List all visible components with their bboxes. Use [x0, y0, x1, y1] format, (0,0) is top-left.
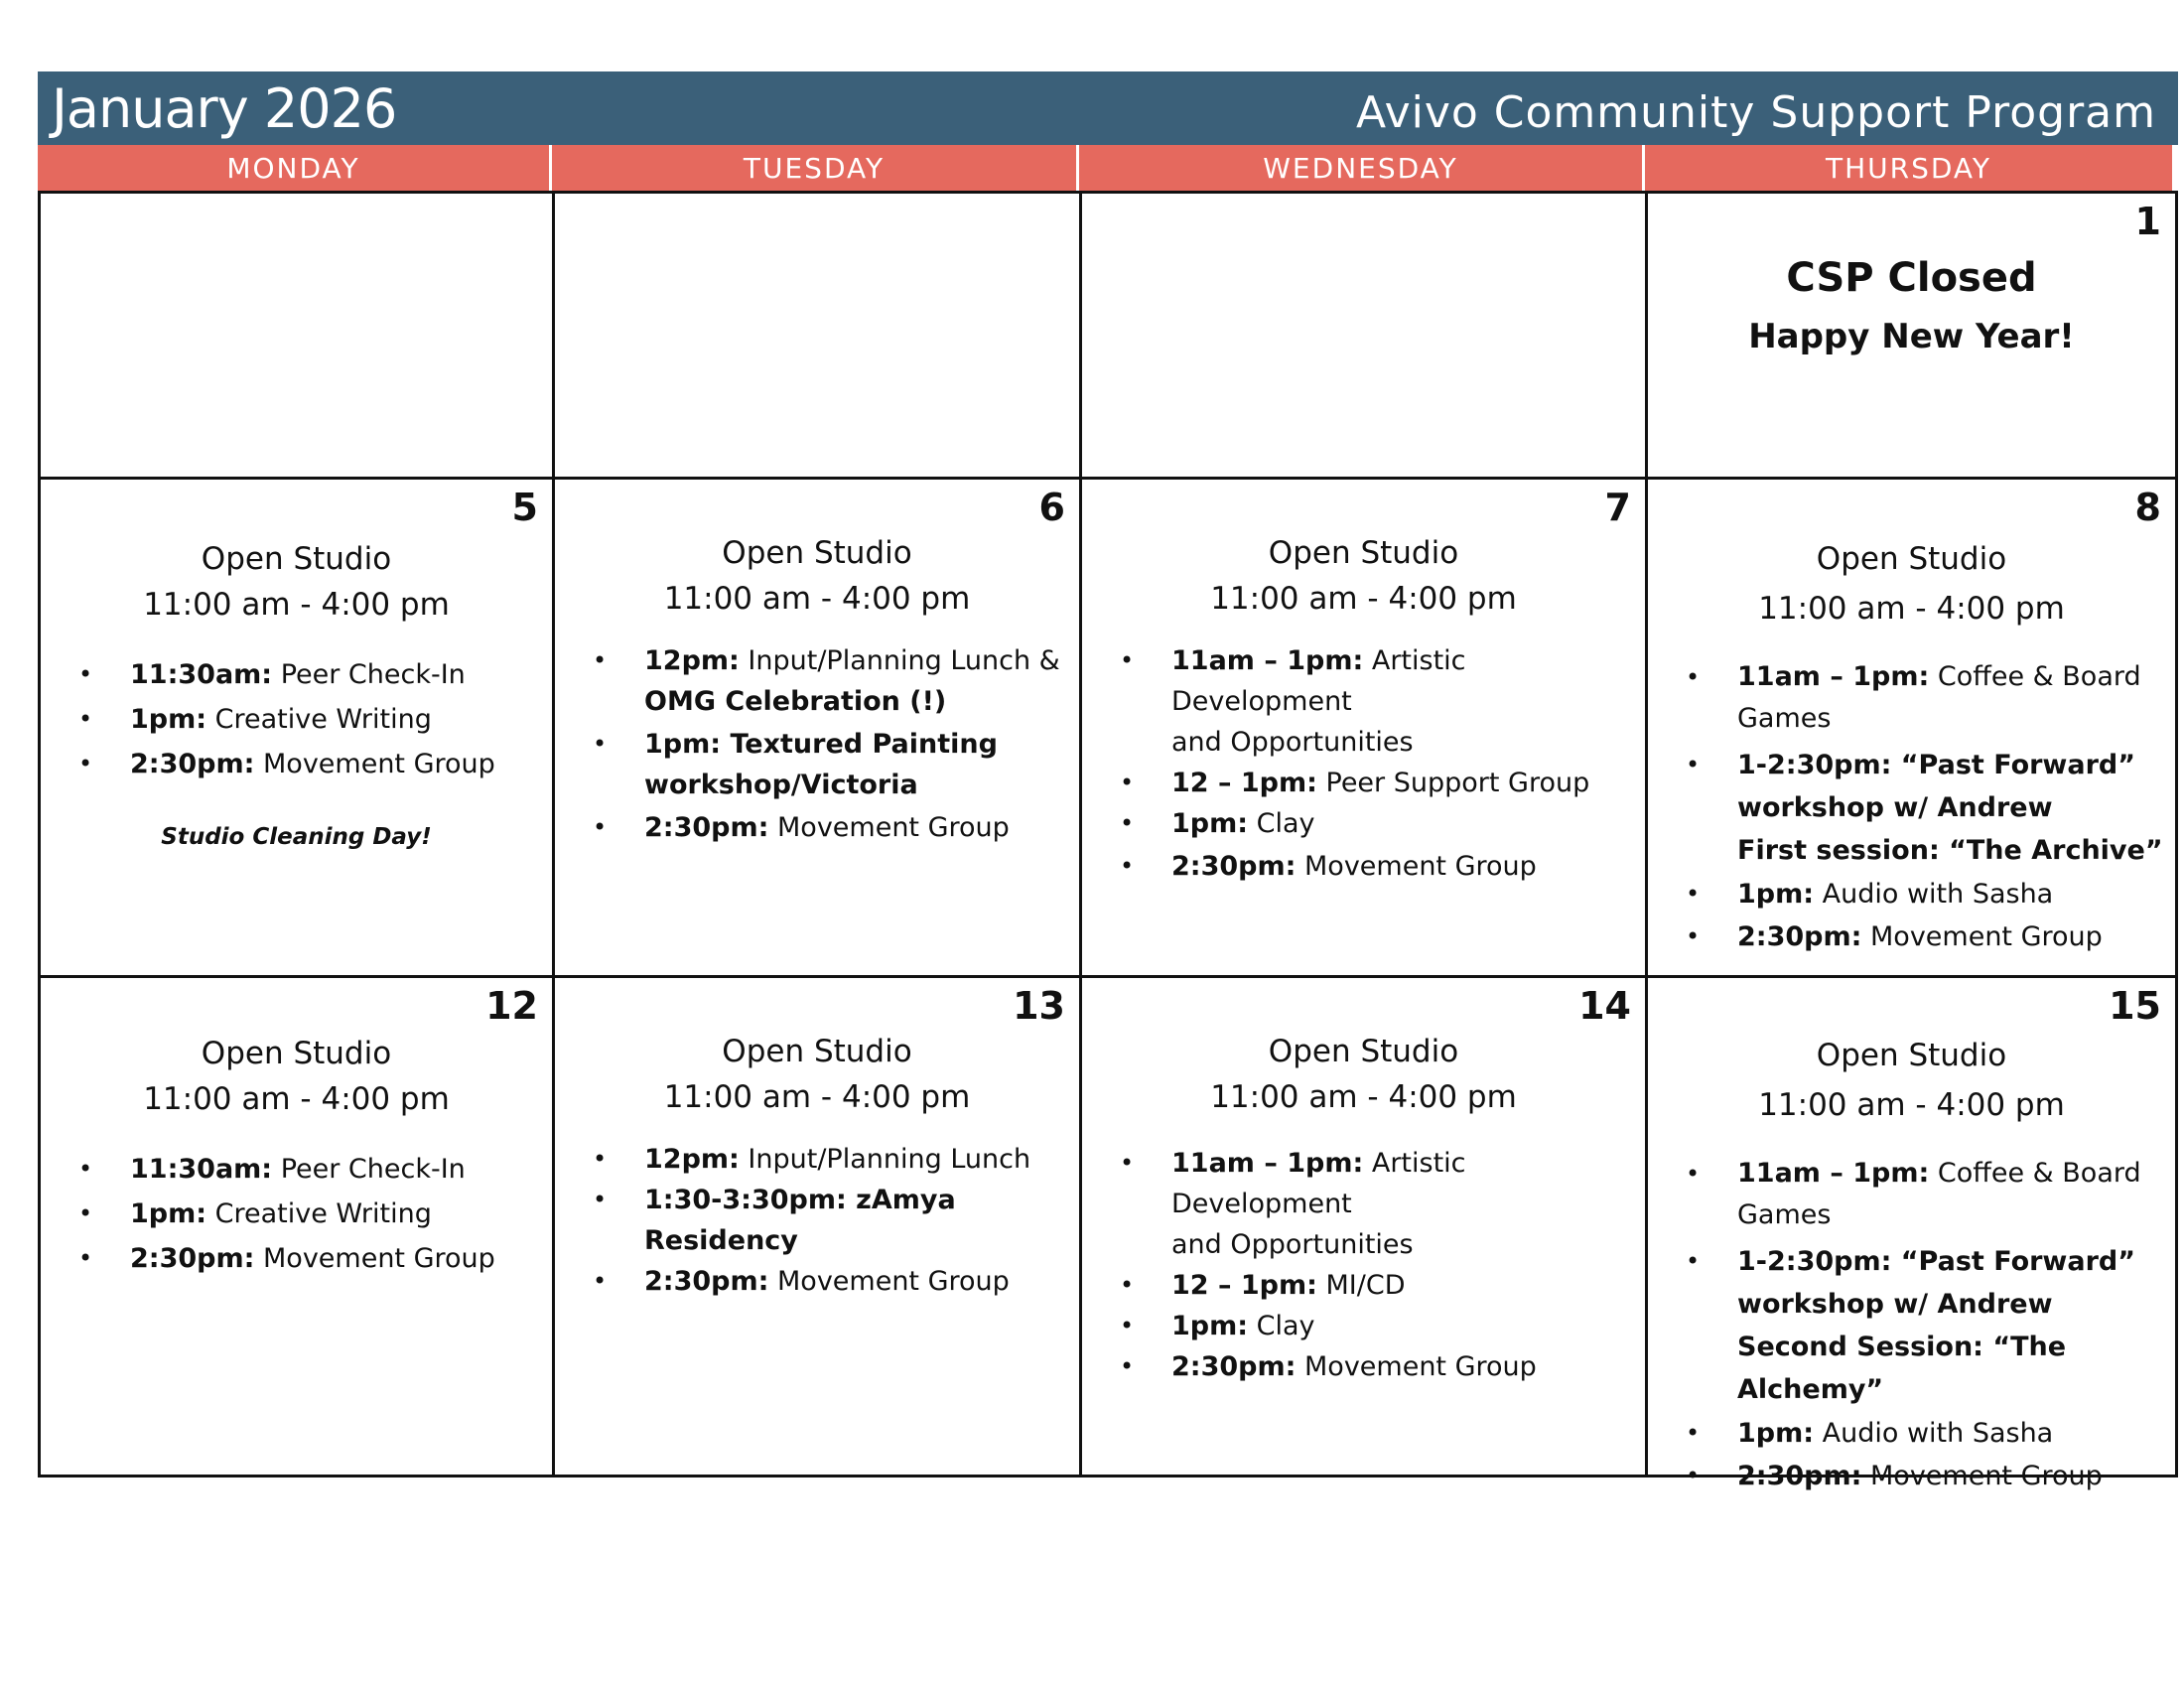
event-list: [1082, 640, 1645, 887]
event-hours: 11:00 am - 4:00 pm: [1758, 1087, 2065, 1123]
day-number: 1: [2134, 200, 2161, 243]
day-cell-7: [1082, 480, 1648, 975]
event-hours: 11:00 am - 4:00 pm: [663, 1079, 971, 1115]
event-list: [41, 654, 552, 784]
list-item: • 12pm: Input/Planning Lunch & OMG Celebration (!): [644, 640, 1079, 722]
list-item: • 1pm: Clay: [1171, 1306, 1645, 1346]
list-item: • 2:30pm: Movement Group: [1171, 1346, 1645, 1387]
event-hours: 11:00 am - 4:00 pm: [1210, 1079, 1517, 1115]
list-item: • 2:30pm: Movement Group: [644, 807, 1079, 848]
calendar-page: [38, 71, 2178, 1491]
organization-title: Avivo Community Support Program: [1356, 87, 2156, 138]
list-item: • 2:30pm: Movement Group: [130, 1238, 552, 1279]
list-item: • 1-2:30pm: “Past Forward” workshop w/ Andrew Second Session: “The Alchemy”: [1737, 1240, 2175, 1411]
month-title: January 2026: [52, 77, 397, 140]
event-list: [555, 1139, 1079, 1302]
list-item: • 1pm: Audio with Sasha: [1737, 1413, 2175, 1454]
event-title: Open Studio: [201, 541, 392, 577]
weekday-monday: MONDAY: [38, 145, 552, 191]
day-cell-12: [41, 978, 555, 1475]
calendar-grid: [38, 191, 2178, 1491]
event-hours: 11:00 am - 4:00 pm: [1758, 591, 2065, 627]
event-hours: 11:00 am - 4:00 pm: [1210, 581, 1517, 617]
event-title: Open Studio: [1816, 1038, 2007, 1073]
studio-note: Studio Cleaning Day!: [161, 824, 432, 850]
day-number: 5: [511, 486, 538, 529]
event-title: Open Studio: [1268, 1034, 1459, 1069]
list-item: • 2:30pm: Movement Group: [644, 1261, 1079, 1302]
day-number: 14: [1578, 984, 1631, 1028]
day-cell-5: [41, 480, 555, 975]
list-item: • 2:30pm: Movement Group: [130, 744, 552, 784]
event-title: Open Studio: [1268, 535, 1459, 571]
list-item: • 1-2:30pm: “Past Forward” workshop w/ Andrew First session: “The Archive”: [1737, 744, 2175, 872]
day-cell-14: [1082, 978, 1648, 1475]
list-item: • 11am – 1pm: Artistic Development and Opportunities: [1171, 1143, 1645, 1265]
day-cell-1: [1648, 194, 2175, 477]
list-item: • 2:30pm: Movement Group: [1171, 846, 1645, 887]
list-item: • 11am – 1pm: Artistic Development and Opportunities: [1171, 640, 1645, 763]
day-cell-6: [555, 480, 1082, 975]
day-cell-empty: [41, 194, 555, 477]
week-row-3: [41, 978, 2175, 1491]
weekday-wednesday: WEDNESDAY: [1079, 145, 1645, 191]
day-number: 8: [2134, 486, 2161, 529]
event-hours: 11:00 am - 4:00 pm: [663, 581, 971, 617]
event-hours: 11:00 am - 4:00 pm: [143, 587, 450, 623]
day-number: 6: [1038, 486, 1065, 529]
list-item: • 11am – 1pm: Coffee & Board Games: [1737, 1153, 2175, 1236]
event-title: Open Studio: [1816, 541, 2007, 577]
closed-title: CSP Closed: [1786, 255, 2037, 301]
calendar-banner: [38, 71, 2178, 145]
list-item: • 11am – 1pm: Coffee & Board Games: [1737, 656, 2175, 740]
event-list: [1082, 1143, 1645, 1387]
day-cell-15: [1648, 978, 2175, 1491]
weekday-tuesday: TUESDAY: [552, 145, 1079, 191]
list-item: • 2:30pm: Movement Group: [1737, 916, 2175, 957]
event-list: [555, 640, 1079, 848]
week-row-1: [41, 194, 2175, 480]
day-cell-13: [555, 978, 1082, 1475]
event-list: [1648, 1153, 2175, 1496]
list-item: • 1:30-3:30pm: zAmya Residency: [644, 1180, 1079, 1261]
day-number: 12: [485, 984, 538, 1028]
list-item: • 2:30pm: Movement Group: [1737, 1456, 2175, 1496]
closed-subtitle: Happy New Year!: [1748, 317, 2075, 356]
week-row-2: [41, 480, 2175, 978]
list-item: • 1pm: Textured Painting workshop/Victoria: [644, 724, 1079, 805]
list-item: • 12pm: Input/Planning Lunch: [644, 1139, 1079, 1180]
weekday-header-row: [38, 145, 2178, 191]
day-number: 15: [2109, 984, 2161, 1028]
weekday-thursday: THURSDAY: [1645, 145, 2172, 191]
list-item: • 11:30am: Peer Check-In: [130, 1149, 552, 1190]
event-title: Open Studio: [201, 1036, 392, 1071]
day-number: 7: [1604, 486, 1631, 529]
event-hours: 11:00 am - 4:00 pm: [143, 1081, 450, 1117]
list-item: • 12 – 1pm: MI/CD: [1171, 1265, 1645, 1306]
day-cell-empty: [1082, 194, 1648, 477]
event-title: Open Studio: [722, 1034, 912, 1069]
day-cell-8: [1648, 480, 2175, 975]
event-title: Open Studio: [722, 535, 912, 571]
day-cell-empty: [555, 194, 1082, 477]
list-item: • 12 – 1pm: Peer Support Group: [1171, 763, 1645, 803]
list-item: • 1pm: Creative Writing: [130, 699, 552, 740]
list-item: • 1pm: Audio with Sasha: [1737, 874, 2175, 914]
event-list: [41, 1149, 552, 1279]
day-number: 13: [1013, 984, 1065, 1028]
list-item: • 11:30am: Peer Check-In: [130, 654, 552, 695]
list-item: • 1pm: Creative Writing: [130, 1194, 552, 1234]
list-item: • 1pm: Clay: [1171, 803, 1645, 844]
event-list: [1648, 656, 2175, 957]
